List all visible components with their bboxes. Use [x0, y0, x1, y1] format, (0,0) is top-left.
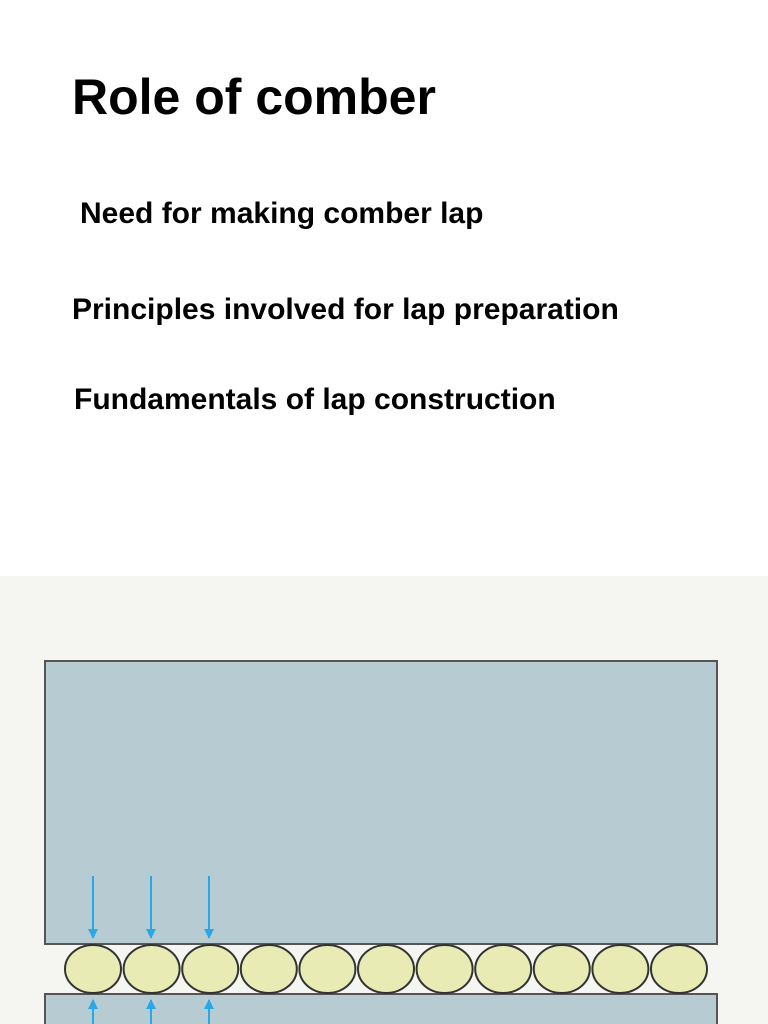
bullet-lap-preparation-principles: Principles involved for lap preparation: [72, 293, 619, 326]
fiber-cross-section: [124, 945, 180, 993]
fiber-cross-section: [241, 945, 297, 993]
fiber-cross-section: [182, 945, 238, 993]
lap-diagram-panel: [0, 576, 768, 1024]
fiber-cross-section: [651, 945, 707, 993]
fiber-cross-section: [475, 945, 531, 993]
lower-plate: [45, 994, 717, 1024]
fiber-cross-section: [417, 945, 473, 993]
lap-compression-diagram: [0, 576, 768, 1024]
fiber-row: [65, 945, 707, 993]
bullet-comber-lap-need: Need for making comber lap: [80, 197, 484, 230]
fiber-cross-section: [592, 945, 648, 993]
bullet-lap-construction-fundamentals: Fundamentals of lap construction: [74, 383, 556, 416]
upper-plate: [45, 661, 717, 944]
fiber-cross-section: [534, 945, 590, 993]
slide-title: Role of comber: [72, 69, 436, 125]
fiber-cross-section: [65, 945, 121, 993]
fiber-cross-section: [358, 945, 414, 993]
fiber-cross-section: [299, 945, 355, 993]
